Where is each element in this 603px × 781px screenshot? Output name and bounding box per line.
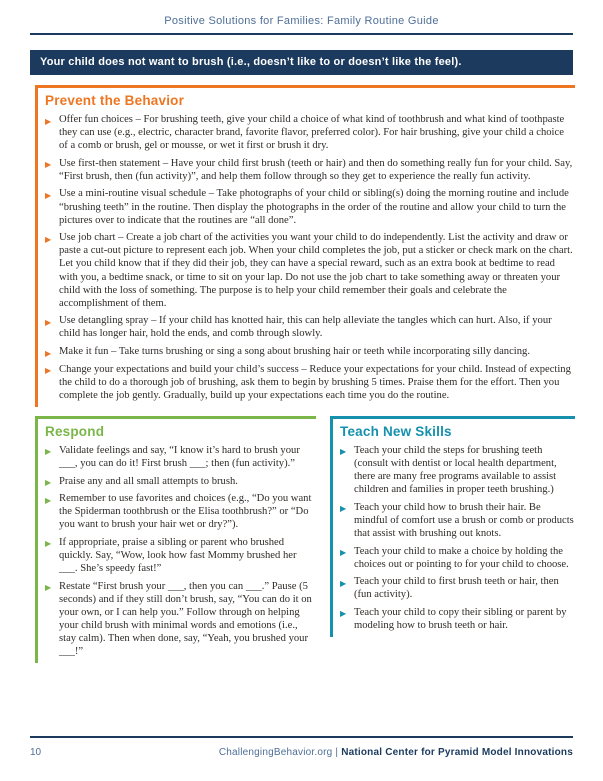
list-item <box>340 545 575 571</box>
routine-banner <box>30 50 573 75</box>
bullet-arrow-icon: ▶ <box>340 578 347 588</box>
bullet-arrow-icon: ▶ <box>45 348 52 358</box>
header-rule <box>30 33 573 35</box>
list-item-text: Teach your child to first brush teeth or hair, then (fun activity). <box>354 576 559 601</box>
bullet-arrow-icon: ▶ <box>45 190 52 200</box>
respond-section <box>35 416 316 663</box>
bullet-arrow-icon: ▶ <box>340 504 347 514</box>
footer-org-name: National Center for Pyramid Model Innovations <box>341 747 573 758</box>
section-title-teach: Teach New Skills <box>340 423 452 439</box>
page-number: 10 <box>30 747 42 758</box>
list-item-text: Validate feelings and say, “I know it’s hard to brush your ___, you can do it! First brush ___; then (fun activity).” <box>59 444 300 469</box>
page-header-title: Positive Solutions for Families: Family Routine Guide <box>164 15 439 27</box>
bullet-arrow-icon: ▶ <box>45 366 52 376</box>
list-item-text: Teach your child to copy their sibling or parent by modeling how to brush teeth or hair. <box>354 606 567 631</box>
list-item <box>340 501 575 540</box>
teach-list <box>340 444 575 632</box>
bullet-arrow-icon: ▶ <box>45 447 52 457</box>
list-item <box>45 536 316 575</box>
list-item-text: Change your expectations and build your child’s success – Reduce your expectations for your child. Instead of expecting the child to do a thorough job of brushing, ask them to begin by brushing 5 times. Praise them for the effort. Then you complete the job gently. Gradually, build up your expectations each time you do the routine. <box>59 363 571 401</box>
prevent-list <box>45 113 575 402</box>
list-item <box>45 475 316 488</box>
bullet-arrow-icon: ▶ <box>340 447 347 457</box>
list-item <box>45 363 575 402</box>
list-item-text: Praise any and all small attempts to brush. <box>59 475 238 487</box>
teach-new-skills-section <box>330 416 575 637</box>
list-item-text: Make it fun – Take turns brushing or sing a song about brushing hair or teeth while incorporating silly dancing. <box>59 346 530 357</box>
bullet-arrow-icon: ▶ <box>45 317 52 327</box>
bullet-arrow-icon: ▶ <box>45 495 52 505</box>
list-item <box>340 575 575 601</box>
bullet-arrow-icon: ▶ <box>45 478 52 488</box>
bullet-arrow-icon: ▶ <box>340 548 347 558</box>
list-item <box>45 580 316 659</box>
list-item-text: Teach your child the steps for brushing teeth (consult with dentist or local health department, there are many free programs available to assist children and families in proper teeth brushing.) <box>354 444 557 496</box>
prevent-section <box>35 85 575 407</box>
footer-credit <box>219 747 573 758</box>
list-item-text: Teach your child how to brush their hair. Be mindful of comfort use a brush or comb or products that assist with brushing out knots. <box>354 501 574 539</box>
list-item <box>45 345 575 358</box>
list-item <box>340 606 575 632</box>
list-item-text: Teach your child to make a choice by holding the choices out or pointing to for your child to choose. <box>354 545 569 570</box>
section-title-prevent: Prevent the Behavior <box>45 93 185 108</box>
list-item-text: Use job chart – Create a job chart of the activities you want your child to do independently. List the activity and draw or paste a cut-out picture to represent each job. When your child completes the job, put a sticker or check mark on the chart. Let you child know that if they did their job, they can have a special reward, such as an extra book at bedtime to read with you, a bedtime snack, or time to sit on your lap. Do not use the job chart to take something away or threaten your child with the loss of something. The purpose is to help your child remember their goals and celebrate the accomplishment of them. <box>59 232 573 309</box>
list-item <box>45 113 575 152</box>
bullet-arrow-icon: ▶ <box>45 160 52 170</box>
list-item-text: If appropriate, praise a sibling or parent who brushed quickly. Say, “Wow, look how fast Mommy brushed her ___. She’s speedy fast!” <box>59 536 297 575</box>
list-item-text: Offer fun choices – For brushing teeth, give your child a choice of what kind of toothbrush and what kind of toothpaste they can use (e.g., electric, character brand, favorite flavor, preferred color). For hair brushing, give your child a choice of a comb or brush, gel or mousse, or wet it first or brush it dry. <box>59 114 565 152</box>
page-footer <box>30 736 573 758</box>
list-item <box>45 314 575 340</box>
list-item-text: Restate “First brush your ___, then you can ___.” Pause (5 seconds) and if they still don’t brush, say, “You can do it on your own, or I can help you.” Follow through on helping your child brush with minimal words and emotions (i.e., stay calm). Then when done, say, “Yeah, you brushed your ___!” <box>59 580 312 658</box>
two-column-area <box>35 416 575 663</box>
bullet-arrow-icon: ▶ <box>45 234 52 244</box>
bullet-arrow-icon: ▶ <box>45 116 52 126</box>
list-item <box>45 444 316 470</box>
list-item-text: Use a mini-routine visual schedule – Take photographs of your child or sibling(s) doing the morning routine and include “brushing teeth” in the routine. Then display the photographs in the order of the routine and allow your child to turn the pictures over to indicate that the routines are “all done”. <box>59 188 569 226</box>
list-item <box>45 231 575 310</box>
list-item <box>45 157 575 183</box>
banner-text: Your child does not want to brush (i.e., doesn’t like to or doesn’t like the feel). <box>40 56 462 68</box>
list-item-text: Remember to use favorites and choices (e.g., “Do you want the Spiderman toothbrush or the Elisa toothbrush?” or “Do you want to brush your hair wet or dry?”). <box>59 493 312 531</box>
bullet-arrow-icon: ▶ <box>340 609 347 619</box>
respond-list <box>45 444 316 658</box>
footer-site-link: ChallengingBehavior.org <box>218 747 333 758</box>
section-title-respond: Respond <box>45 423 105 439</box>
list-item-text: Use first-then statement – Have your child first brush (teeth or hair) and then do something really fun for your child. Say, “First brush, then (fun activity)”, and help them follow through so they get to experience the really fun activity. <box>59 157 573 182</box>
list-item <box>45 187 575 226</box>
list-item <box>340 444 575 496</box>
list-item-text: Use detangling spray – If your child has knotted hair, this can help alleviate the tangles which can hurt. Also, if your child has longer hair, hold the ends, and comb through slowly. <box>59 315 552 340</box>
bullet-arrow-icon: ▶ <box>45 539 52 549</box>
list-item <box>45 492 316 531</box>
bullet-arrow-icon: ▶ <box>45 583 52 593</box>
footer-separator: | <box>335 747 339 758</box>
